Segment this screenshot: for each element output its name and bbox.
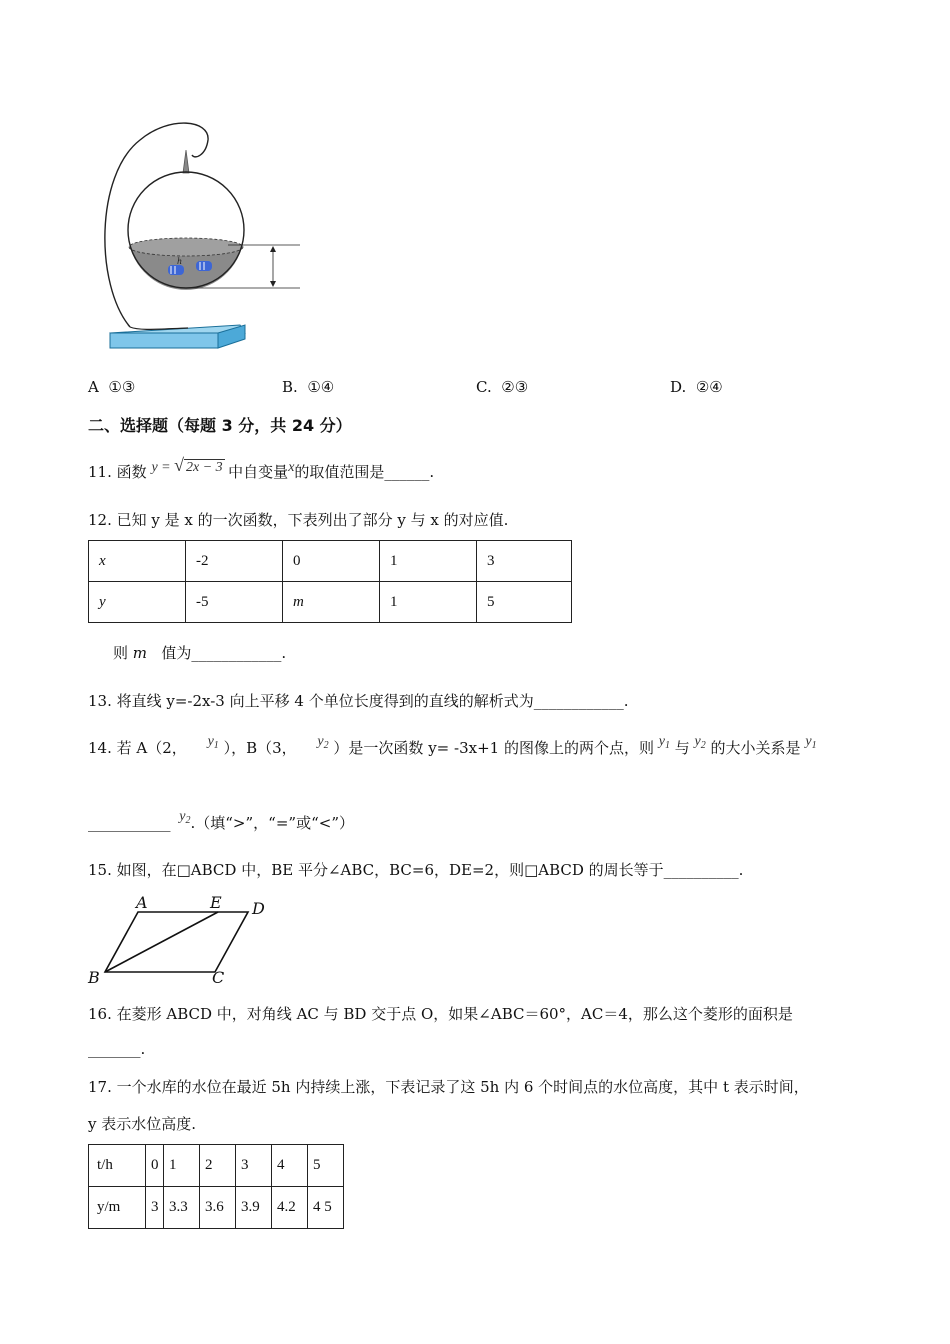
fishbowl-figure: [100, 115, 310, 355]
question-14: 14. 若 A（2， $y_1$ ），B（3， $y_2$ ）是一次函数 y= -3x+1 的图像上的两个点，则 $y_1$ 与 $y_2$ 的大小关系是 $y_1$: [88, 734, 817, 757]
table-row: t/h 0 1 2 3 4 5: [89, 1145, 344, 1187]
label-b: B: [88, 968, 100, 987]
option-c: C. ②③: [476, 378, 529, 396]
question-11: 11. 函数 y = √ 2x − 3 中自变量x的取值范围是______.: [88, 455, 435, 481]
parallelogram-figure: [85, 892, 275, 992]
question-14-line2: ___________ $y_2$.（填“>”，“=”或“<”）: [88, 809, 354, 832]
height-label: h: [177, 257, 183, 266]
option-d: D. ②④: [670, 378, 723, 396]
table-row: y/m 3 3.3 3.6 3.9 4.2 4 5: [89, 1187, 344, 1229]
q12-answer: 则 m 值为____________.: [113, 644, 287, 662]
question-17-line2: y 表示水位高度.: [88, 1115, 197, 1133]
question-16: 16. 在菱形 ABCD 中，对角线 AC 与 BD 交于点 O，如果∠ABC＝60°，AC＝4，那么这个菱形的面积是: [88, 1005, 793, 1023]
table-q12: [88, 540, 572, 623]
table-row: x -2 0 1 3: [89, 541, 572, 582]
label-d: D: [252, 899, 265, 918]
question-12: 12. 已知 y 是 x 的一次函数，下表列出了部分 y 与 x 的对应值.: [88, 511, 509, 529]
label-c: C: [212, 968, 225, 987]
question-17: 17. 一个水库的水位在最近 5h 内持续上涨，下表记录了这 5h 内 6 个时间点的水位高度，其中 t 表示时间，: [88, 1078, 809, 1096]
label-a: A: [136, 893, 148, 912]
option-a: A ①③: [88, 378, 136, 396]
formula: y = √ 2x − 3: [151, 455, 223, 475]
option-b: B. ①④: [282, 378, 335, 396]
question-16-line2: _______.: [88, 1040, 146, 1058]
question-15: 15. 如图，在□ABCD 中，BE 平分∠ABC，BC=6，DE=2，则□ABCD 的周长等于__________.: [88, 861, 744, 879]
section-title: 二、选择题（每题 3 分，共 24 分）: [88, 416, 352, 435]
table-q17: [88, 1144, 344, 1229]
table-row: y -5 m 1 5: [89, 582, 572, 623]
label-e: E: [210, 893, 222, 912]
question-13: 13. 将直线 y=-2x-3 向上平移 4 个单位长度得到的直线的解析式为____________.: [88, 692, 629, 710]
